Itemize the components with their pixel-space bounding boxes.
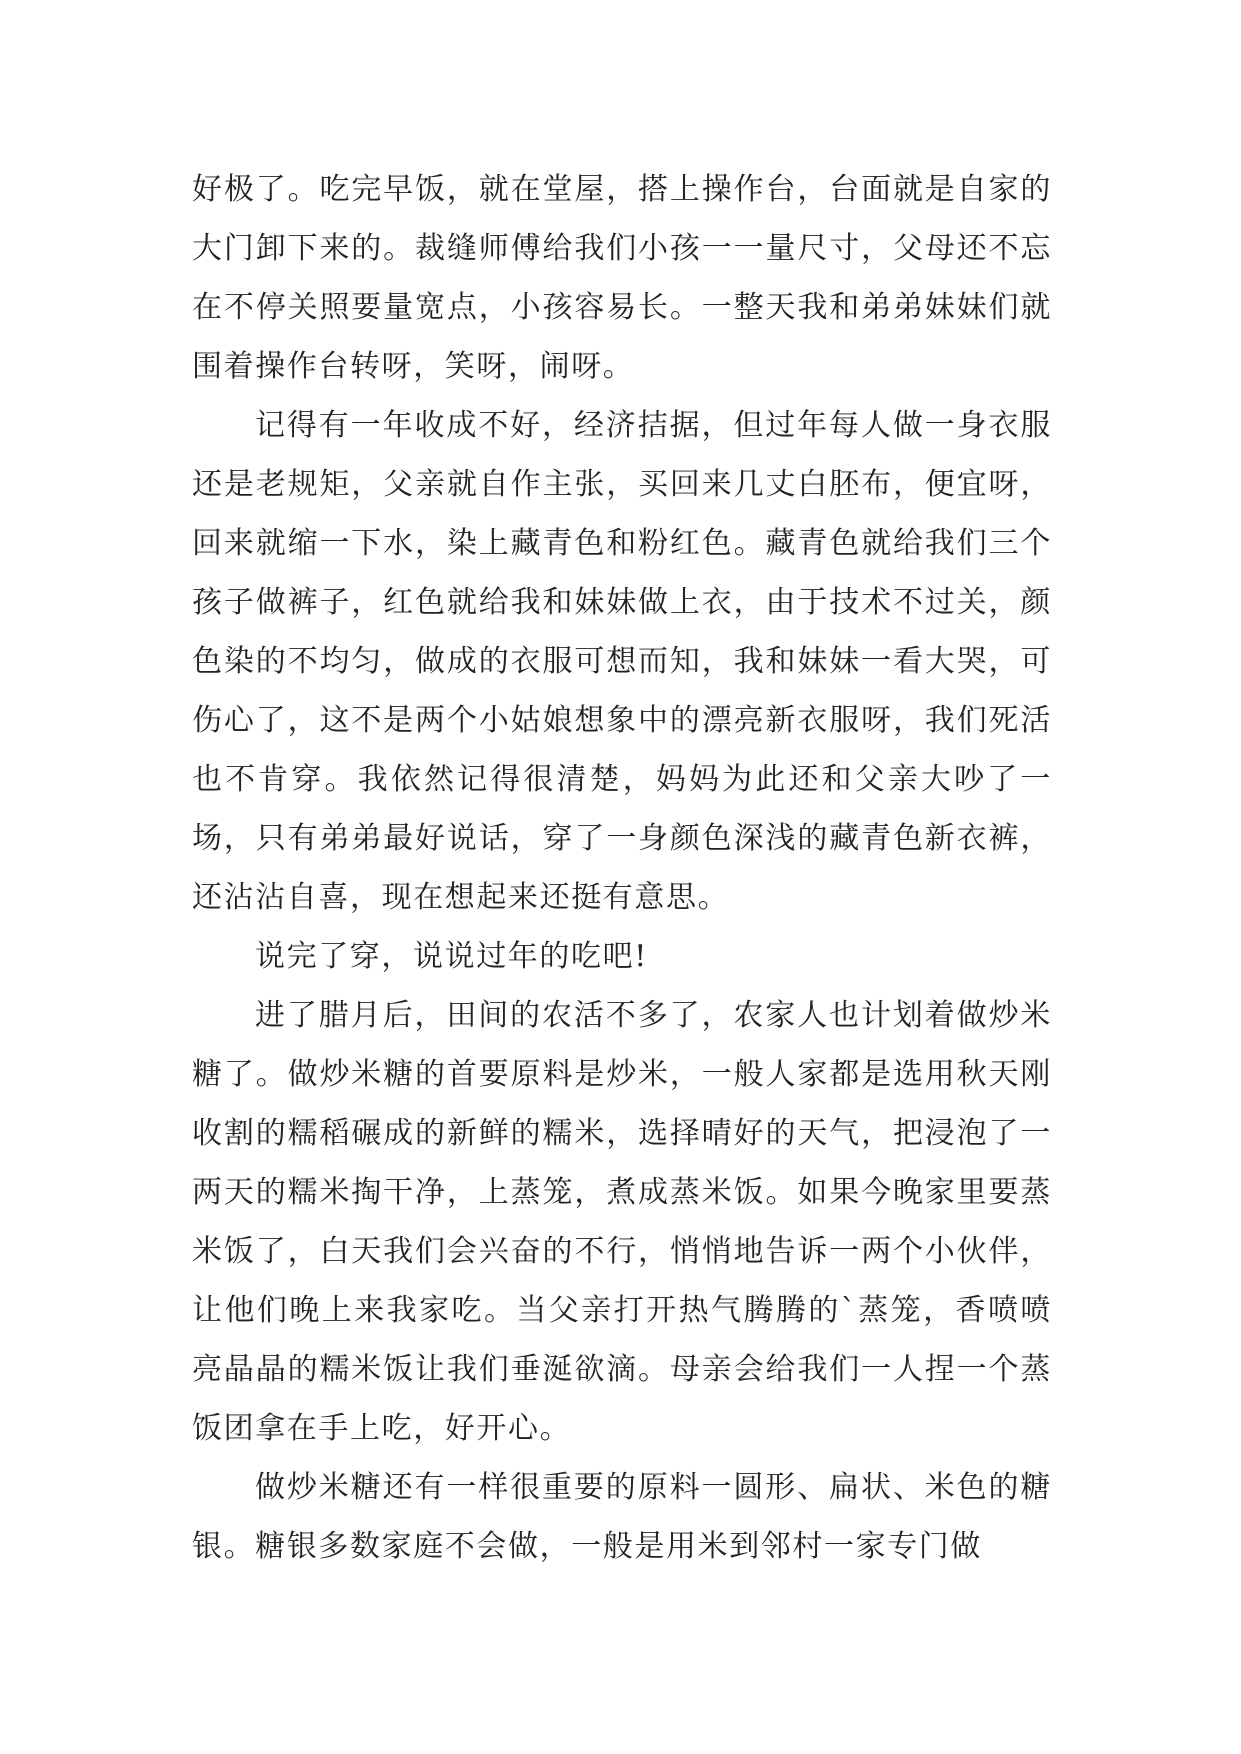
body-text bbox=[192, 160, 1052, 1576]
paragraph-5: 做炒米糖还有一样很重要的原料一圆形、扁状、米色的糖银。糖银多数家庭不会做，一般是用米到邻村一家专门做 bbox=[192, 1470, 1052, 1564]
paragraph-4: 进了腊月后，田间的农活不多了，农家人也计划着做炒米糖了。做炒米糖的首要原料是炒米，一般人家都是选用秋天刚收割的糯稻碾成的新鲜的糯米，选择晴好的天气，把浸泡了一两天的糯米掏干净，上蒸笼，煮成蒸米饭。如果今晚家里要蒸米饭了，白天我们会兴奋的不行，悄悄地告诉一两个小伙伴，让他们晚上来我家吃。当父亲打开热气腾腾的`蒸笼，香喷喷亮晶晶的糯米饭让我们垂涎欲滴。母亲会给我们一人捏一个蒸饭团拿在手上吃，好开心。 bbox=[192, 998, 1052, 1446]
paragraph-3: 说完了穿，说说过年的吃吧! bbox=[255, 939, 648, 974]
paragraph-1: 好极了。吃完早饭，就在堂屋，搭上操作台，台面就是自家的大门卸下来的。裁缝师傅给我们小孩一一量尺寸，父母还不忘在不停关照要量宽点，小孩容易长。一整天我和弟弟妹妹们就围着操作台转呀，笑呀，闹呀。 bbox=[192, 172, 1052, 384]
paragraph-2: 记得有一年收成不好，经济拮据，但过年每人做一身衣服还是老规矩，父亲就自作主张，买回来几丈白胚布，便宜呀，回来就缩一下水，染上藏青色和粉红色。藏青色就给我们三个孩子做裤子，红色就给我和妹妹做上衣，由于技术不过关，颜色染的不均匀，做成的衣服可想而知，我和妹妹一看大哭，可伤心了，这不是两个小姑娘想象中的漂亮新衣服呀，我们死活也不肯穿。我依然记得很清楚，妈妈为此还和父亲大吵了一场，只有弟弟最好说话，穿了一身颜色深浅的藏青色新衣裤，还沾沾自喜，现在想起来还挺有意思。 bbox=[192, 408, 1052, 915]
